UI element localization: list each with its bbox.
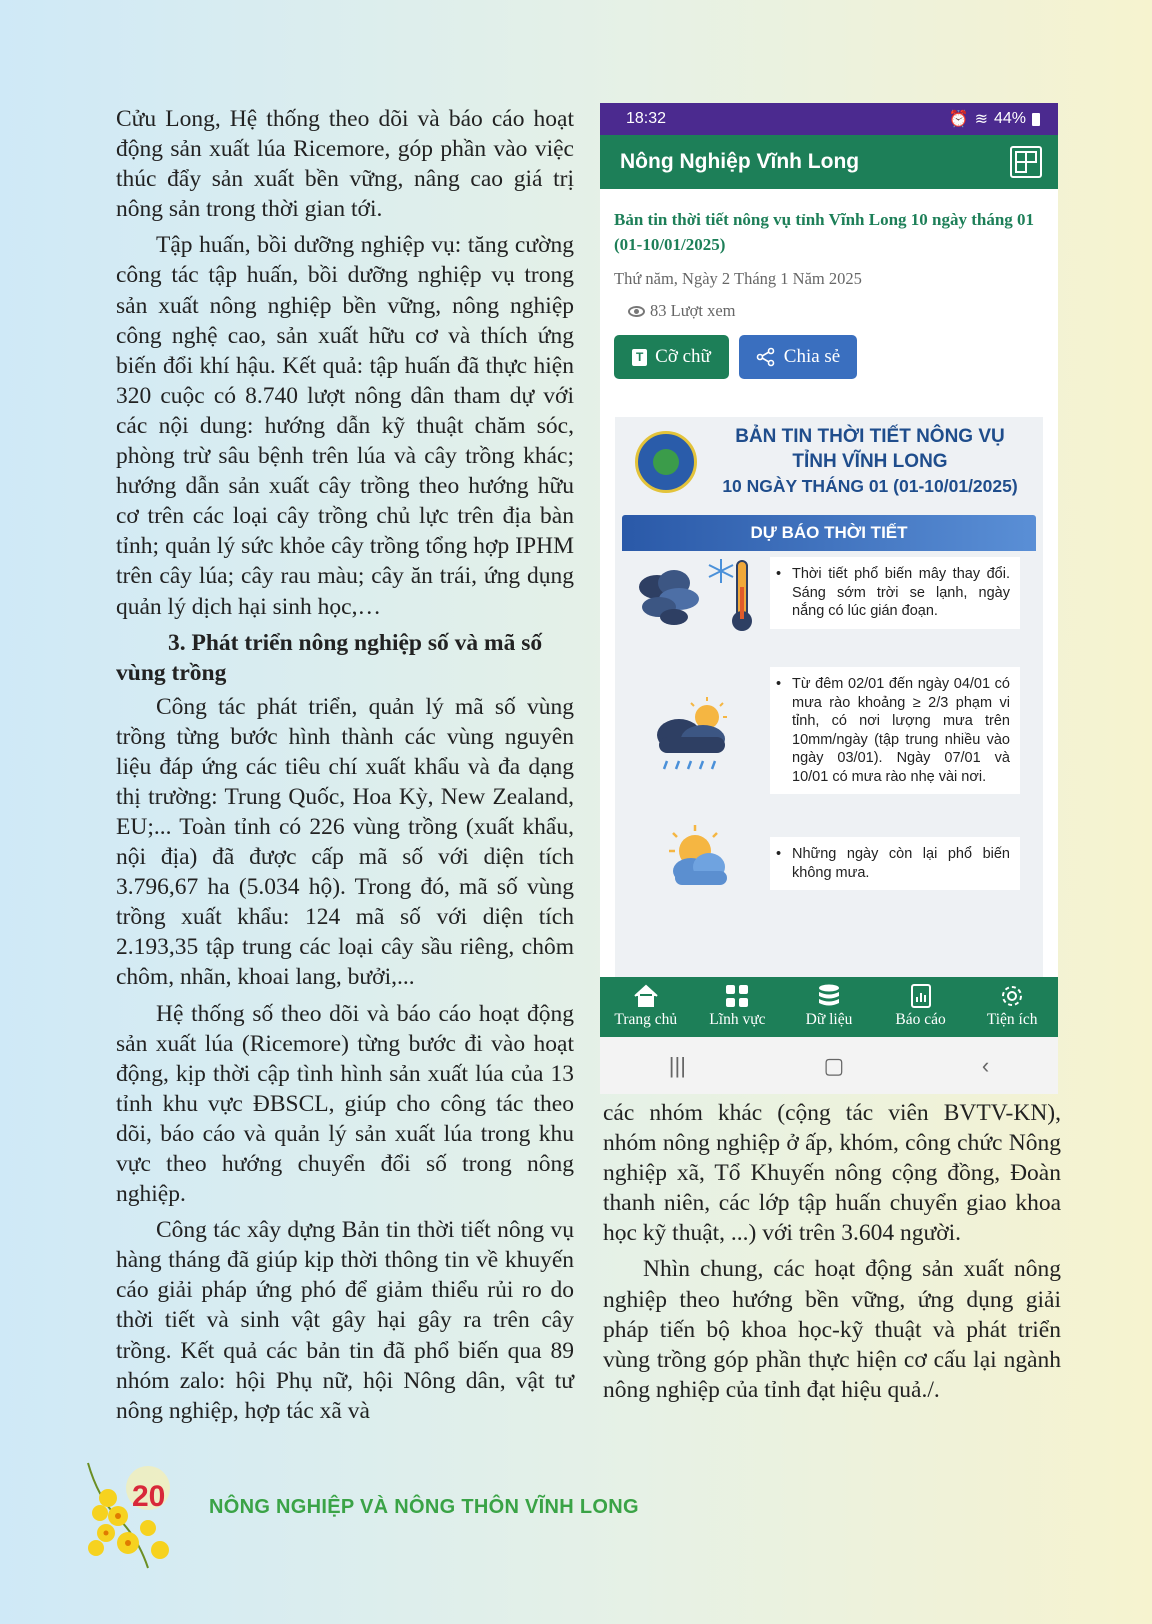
recent-apps-button[interactable]: ||| (668, 1052, 686, 1078)
font-size-label: Cỡ chữ (655, 346, 711, 367)
grid-icon (723, 983, 751, 1009)
nav-utilities[interactable] (966, 977, 1058, 1037)
home-icon (632, 983, 660, 1009)
view-count (614, 301, 1042, 321)
bulletin-title-line3: 10 NGÀY THÁNG 01 (01-10/01/2025) (722, 476, 1018, 496)
status-time: 18:32 (626, 110, 667, 127)
bulletin-titles (697, 425, 1043, 499)
system-navigation (600, 1037, 1058, 1094)
share-label: Chia sẻ (783, 346, 841, 367)
page-number: 20 (132, 1480, 166, 1513)
forecast-text: • Từ đêm 02/01 đến ngày 04/01 có mưa rào khoảng ≥ 2/3 phạm vi tỉnh, có nơi lượng mưa trên 10mm/ngày (tập trung nhiều vào ngày 03/01). Ngày 07/01 và 10/01 có mưa rào nhẹ vài nơi. (770, 667, 1020, 794)
apricot-blossom-decoration (78, 1458, 198, 1570)
paragraph: các nhóm khác (cộng tác viên BVTV-KN), nhóm nông nghiệp ở ấp, khóm, công chức Nông nghiệp xã, Tổ Khuyến nông cộng đồng, Đoàn thanh niên, các lớp tập huấn chuyển giao khoa học kỹ thuật, ...) với trên 3.604 người. (603, 1100, 1061, 1247)
weather-bulletin-image (615, 417, 1043, 977)
status-bar (600, 103, 1058, 135)
nav-label: Lĩnh vực (709, 1011, 766, 1028)
phone-screenshot (600, 103, 1058, 1094)
rain-icon (629, 695, 764, 785)
article-header (600, 189, 1058, 379)
battery-icon (1032, 113, 1040, 126)
left-column (116, 104, 574, 1432)
forecast-section-header: DỰ BÁO THỜI TIẾT (622, 515, 1036, 551)
paragraph: Hệ thống số theo dõi và báo cáo hoạt động sản xuất lúa (Ricemore) từng bước đi vào hoạt động, kịp thời cập tình hình sản xuất lúa của 13 tỉnh khu vực ĐBSCL, giúp cho công tác theo dõi, báo cáo và quản lý sản xuất lúa trong khu vực theo hướng chuyển đổi số trong nông nghiệp. (116, 1000, 574, 1208)
share-icon (756, 347, 776, 367)
eye-icon (628, 306, 645, 317)
publication-title: NÔNG NGHIỆP VÀ NÔNG THÔN VĨNH LONG (209, 1496, 639, 1518)
article-actions (614, 335, 1042, 379)
qr-code-icon[interactable] (1010, 146, 1042, 178)
font-size-icon: T (632, 349, 647, 366)
paragraph: Công tác phát triển, quản lý mã số vùng trồng từng bước hình thành các vùng nguyên liệu đáp ứng các tiêu chí xuất khẩu và đa dạng thị trường: Trung Quốc, Hoa Kỳ, New Zealand, EU;... Toàn tỉnh có 226 vùng trồng (xuất khẩu, nội địa) đã được cấp mã số với diện tích 3.796,67 ha (5.034 hộ). Trong đó, mã số vùng trồng xuất khẩu: 124 mã số với diện tích 2.193,35 tập trung các loại cây sầu riêng, chôm chôm, nhãn, khoai lang, bưởi,... (116, 693, 574, 991)
right-column (603, 1098, 1061, 1411)
paragraph: Nhìn chung, các hoạt động sản xuất nông nghiệp theo hướng bền vững, ứng dụng giải pháp tiến bộ khoa học-kỹ thuật và phát triển vùng trồng góp phần thực hiện cơ cấu lại ngành nông nghiệp của tỉnh đạt hiệu quả./. (603, 1256, 1061, 1403)
nav-reports[interactable] (875, 977, 967, 1037)
cloudy-cold-icon (629, 557, 764, 637)
nav-data[interactable] (783, 977, 875, 1037)
font-size-button[interactable] (614, 335, 729, 379)
back-button[interactable]: ‹ (981, 1052, 990, 1078)
wifi-icon: ≋ (974, 111, 988, 128)
paragraph: Công tác xây dựng Bản tin thời tiết nông vụ hàng tháng đã giúp kịp thời thông tin về khuyến cáo giải pháp ứng phó để giảm thiểu rủi ro do thời tiết và sinh vật gây hại gây ra trên cây trồng. Kết quả các bản tin đã phổ biến qua 89 nhóm zalo: hội Phụ nữ, hội Nông dân, vật tư nông nghiệp, hợp tác xã và (116, 1217, 574, 1424)
partly-sunny-icon (629, 817, 764, 897)
home-button[interactable]: ▢ (823, 1052, 845, 1078)
nav-home[interactable] (600, 977, 692, 1037)
report-icon (907, 983, 935, 1009)
nav-label: Báo cáo (895, 1011, 946, 1028)
battery-level: 44% (993, 110, 1026, 127)
bulletin-header (615, 417, 1043, 507)
share-button[interactable] (739, 335, 857, 379)
bottom-navigation (600, 977, 1058, 1037)
article-date: Thứ năm, Ngày 2 Tháng 1 Năm 2025 (614, 269, 862, 288)
article-title[interactable]: Bản tin thời tiết nông vụ tỉnh Vĩnh Long 10 ngày tháng 01 (01-10/01/2025) (614, 210, 1035, 254)
database-icon (815, 983, 843, 1009)
alarm-icon: ⏰ (948, 111, 969, 128)
nav-label: Dữ liệu (805, 1011, 853, 1028)
app-bar (600, 135, 1058, 189)
app-title: Nông Nghiệp Vĩnh Long (620, 150, 860, 173)
forecast-text: • Thời tiết phổ biến mây thay đổi. Sáng sớm trời se lạnh, ngày nắng có lúc gián đoạn. (770, 557, 1020, 629)
nav-label: Trang chủ (614, 1011, 678, 1028)
forecast-text: • Những ngày còn lại phổ biến không mưa. (770, 837, 1020, 890)
bulletin-title-line2: TỈNH VĨNH LONG (792, 451, 948, 472)
paragraph: Cửu Long, Hệ thống theo dõi và báo cáo hoạt động sản xuất lúa Ricemore, góp phần vào việc thúc đẩy sản xuất bền vững, nâng cao giá trị nông sản trong thời gian tới. (116, 106, 574, 223)
nav-label: Tiện ích (986, 1011, 1038, 1028)
agency-logo (635, 431, 697, 493)
paragraph: Tập huấn, bồi dưỡng nghiệp vụ: tăng cường công tác tập huấn, bồi dưỡng nghiệp vụ trong sản xuất nông nghiệp bền vững, nông nghiệp công nghệ cao, sản xuất hữu cơ và thích ứng biến đổi khí hậu. Kết quả: tập huấn đã thực hiện 320 cuộc có 8.740 lượt nông dân tham dự với các nội dung: hướng dẫn kỹ thuật chăm sóc, phòng trừ sâu bệnh trên lúa và cây trồng khác; hướng dẫn sản xuất cây trồng theo hướng hữu cơ trên các loại cây trồng chủ lực trên địa bàn tỉnh; quản lý sức khỏe cây trồng tổng hợp IPHM trên cây lúa; cây rau màu; cây ăn trái, ứng dụng quản lý dịch hại sinh học,… (116, 232, 574, 620)
section-heading: 3. Phát triển nông nghiệp số và mã số vùng trồng (116, 629, 543, 686)
gear-icon (998, 983, 1026, 1009)
bulletin-title-line1: BẢN TIN THỜI TIẾT NÔNG VỤ (735, 426, 1005, 447)
view-count-label: 83 Lượt xem (650, 301, 736, 320)
nav-fields[interactable] (692, 977, 784, 1037)
